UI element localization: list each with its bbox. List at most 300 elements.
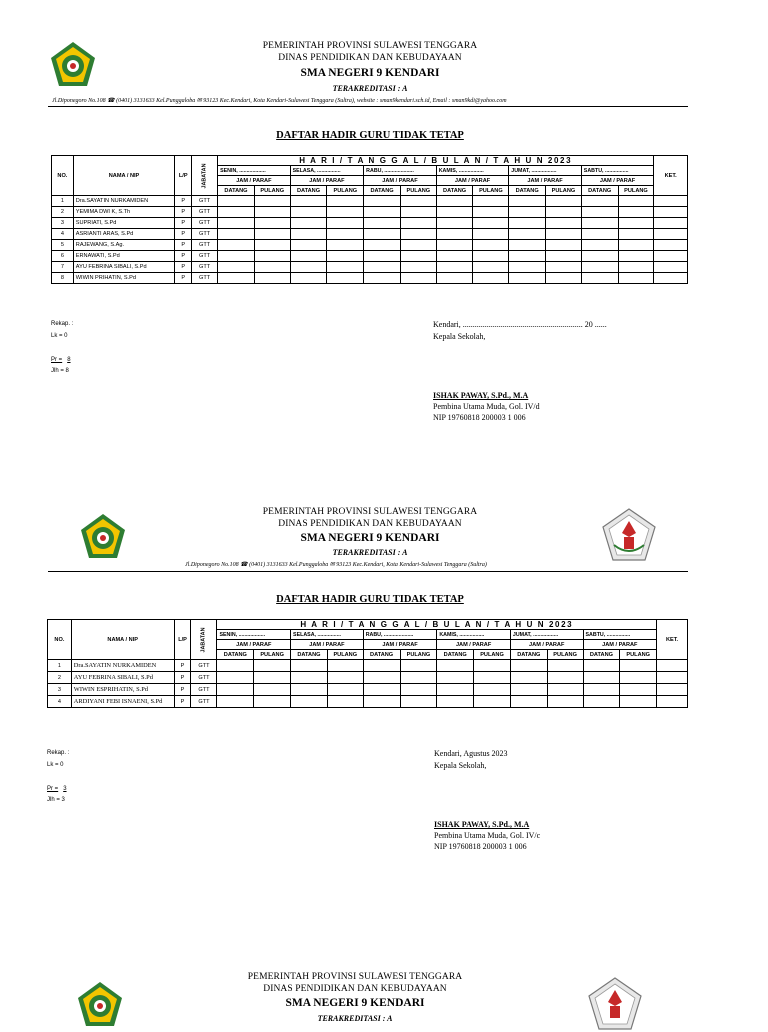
attendance-cell[interactable] bbox=[509, 251, 546, 262]
attendance-cell[interactable] bbox=[217, 696, 254, 708]
male-count: Lk = 0 bbox=[51, 333, 68, 339]
attendance-cell[interactable] bbox=[364, 262, 401, 273]
attendance-cell[interactable] bbox=[290, 196, 327, 207]
notes-cell[interactable] bbox=[654, 207, 688, 218]
attendance-cell[interactable] bbox=[254, 672, 291, 684]
attendance-cell[interactable] bbox=[618, 196, 654, 207]
attendance-cell[interactable] bbox=[400, 218, 436, 229]
gov-line-1: PEMERINTAH PROVINSI SULAWESI TENGGARA bbox=[262, 41, 478, 51]
signer-name: ISHAK PAWAY, S.Pd., M.A bbox=[434, 820, 530, 829]
male-count: Lk = 0 bbox=[47, 762, 64, 768]
attendance-cell[interactable] bbox=[436, 262, 473, 273]
attendance-cell[interactable] bbox=[254, 240, 290, 251]
attendance-cell[interactable] bbox=[547, 672, 583, 684]
attendance-cell[interactable] bbox=[436, 207, 473, 218]
notes-cell[interactable] bbox=[657, 672, 688, 684]
attendance-cell[interactable] bbox=[327, 696, 363, 708]
col-no-header: NO. bbox=[52, 156, 74, 196]
notes-cell[interactable] bbox=[654, 196, 688, 207]
col-lp-header: L/P bbox=[175, 156, 192, 196]
attendance-cell[interactable] bbox=[327, 218, 364, 229]
table-row bbox=[52, 229, 688, 240]
attendance-cell[interactable] bbox=[327, 273, 364, 284]
attendance-cell[interactable] bbox=[473, 251, 509, 262]
arrive-header: DATANG bbox=[437, 650, 474, 660]
day-monday: SENIN, .................. bbox=[218, 166, 291, 176]
time-sign-header: JAM / PARAF bbox=[581, 176, 654, 186]
leave-header: PULANG bbox=[473, 186, 509, 196]
leave-header: PULANG bbox=[546, 186, 582, 196]
position: GTT bbox=[191, 684, 217, 696]
day-thursday: KAMIS, ................. bbox=[437, 630, 511, 640]
attendance-cell[interactable] bbox=[400, 207, 436, 218]
attendance-cell[interactable] bbox=[290, 262, 327, 273]
gov-line-1: PEMERINTAH PROVINSI SULAWESI TENGGARA bbox=[262, 507, 478, 517]
attendance-cell[interactable] bbox=[327, 251, 364, 262]
attendance-cell[interactable] bbox=[290, 273, 327, 284]
table-row bbox=[52, 218, 688, 229]
attendance-cell[interactable] bbox=[618, 240, 654, 251]
attendance-cell[interactable] bbox=[291, 672, 328, 684]
attendance-cell[interactable] bbox=[547, 660, 583, 672]
table-row bbox=[48, 660, 688, 672]
attendance-cell[interactable] bbox=[620, 660, 657, 672]
attendance-cell[interactable] bbox=[254, 684, 291, 696]
attendance-cell[interactable] bbox=[437, 672, 474, 684]
table-row bbox=[52, 240, 688, 251]
arrive-header: DATANG bbox=[291, 650, 328, 660]
address-line: Jl.Diponegoro No.108 ☎ (0401) 3131633 Kel.Punggaloba ✉ 93123 Kec.Kendari, Kota Kendari-Sulawesi Tenggara (Sultra), website : sman9kendari.sch.id, Email : sman9kdi@yahoo.com bbox=[52, 98, 507, 104]
gender: P bbox=[174, 696, 191, 708]
attendance-cell[interactable] bbox=[290, 251, 327, 262]
teacher-name: ARDIYANI FEBI ISNAENI, S.Pd bbox=[71, 696, 174, 708]
col-notes-header: KET. bbox=[654, 156, 688, 196]
attendance-cell[interactable] bbox=[436, 240, 473, 251]
attendance-cell[interactable] bbox=[581, 229, 618, 240]
row-number: 2 bbox=[52, 207, 74, 218]
leave-header: PULANG bbox=[327, 186, 364, 196]
attendance-cell[interactable] bbox=[290, 240, 327, 251]
signer-nip: NIP 19760818 200003 1 006 bbox=[433, 413, 526, 422]
gender: P bbox=[175, 218, 192, 229]
attendance-cell[interactable] bbox=[363, 684, 400, 696]
attendance-cell[interactable] bbox=[400, 684, 437, 696]
attendance-table bbox=[51, 155, 688, 284]
row-number: 1 bbox=[52, 196, 74, 207]
attendance-cell[interactable] bbox=[400, 196, 436, 207]
attendance-cell[interactable] bbox=[254, 262, 290, 273]
attendance-cell[interactable] bbox=[254, 660, 291, 672]
attendance-cell[interactable] bbox=[437, 684, 474, 696]
attendance-cell[interactable] bbox=[510, 696, 547, 708]
document-title: DAFTAR HADIR GURU TIDAK TETAP bbox=[276, 130, 464, 141]
leave-header: PULANG bbox=[400, 650, 437, 660]
place-date: Kendari, ............................................................ 20 ...... bbox=[433, 320, 607, 329]
row-number: 3 bbox=[48, 684, 72, 696]
signer-rank: Pembina Utama Muda, Gol. IV/d bbox=[433, 402, 540, 411]
arrive-header: DATANG bbox=[364, 186, 401, 196]
gender: P bbox=[174, 672, 191, 684]
attendance-cell[interactable] bbox=[473, 262, 509, 273]
gov-line-2: DINAS PENDIDIKAN DAN KEBUDAYAAN bbox=[263, 984, 447, 994]
position: GTT bbox=[192, 262, 218, 273]
attendance-cell[interactable] bbox=[474, 696, 511, 708]
time-sign-header: JAM / PARAF bbox=[510, 640, 583, 650]
attendance-cell[interactable] bbox=[254, 273, 290, 284]
attendance-cell[interactable] bbox=[217, 672, 254, 684]
teacher-name: YEMIMA DWI K, S.Th bbox=[73, 207, 174, 218]
attendance-cell[interactable] bbox=[509, 207, 546, 218]
attendance-cell[interactable] bbox=[327, 672, 363, 684]
position: GTT bbox=[192, 229, 218, 240]
attendance-cell[interactable] bbox=[364, 196, 401, 207]
accreditation: TERAKREDITASI : A bbox=[332, 84, 408, 93]
position: GTT bbox=[191, 696, 217, 708]
notes-cell[interactable] bbox=[654, 229, 688, 240]
notes-cell[interactable] bbox=[657, 684, 688, 696]
attendance-cell[interactable] bbox=[254, 251, 290, 262]
attendance-cell[interactable] bbox=[400, 240, 436, 251]
position: GTT bbox=[191, 660, 217, 672]
leave-header: PULANG bbox=[618, 186, 654, 196]
date-header: H A R I / T A N G G A L / B U L A N / T A H U N 2023 bbox=[217, 620, 657, 630]
attendance-cell[interactable] bbox=[473, 218, 509, 229]
arrive-header: DATANG bbox=[510, 650, 547, 660]
day-friday: JUMAT, ................. bbox=[509, 166, 582, 176]
header-divider bbox=[48, 571, 688, 572]
gender: P bbox=[175, 207, 192, 218]
attendance-cell[interactable] bbox=[364, 218, 401, 229]
time-sign-header: JAM / PARAF bbox=[509, 176, 582, 186]
attendance-cell[interactable] bbox=[400, 251, 436, 262]
notes-cell[interactable] bbox=[657, 696, 688, 708]
teacher-name: AYU FEBRINA SIBALI, S.Pd bbox=[71, 672, 174, 684]
attendance-cell[interactable] bbox=[217, 684, 254, 696]
attendance-cell[interactable] bbox=[218, 273, 255, 284]
arrive-header: DATANG bbox=[217, 650, 254, 660]
row-number: 4 bbox=[52, 229, 74, 240]
attendance-cell[interactable] bbox=[620, 684, 657, 696]
teacher-name: WIWIN PRIHATIN, S.Pd bbox=[73, 273, 174, 284]
signer-nip: NIP 19760818 200003 1 006 bbox=[434, 842, 527, 851]
table-row bbox=[52, 262, 688, 273]
attendance-cell[interactable] bbox=[327, 684, 363, 696]
gender: P bbox=[175, 273, 192, 284]
attendance-cell[interactable] bbox=[254, 207, 290, 218]
attendance-cell[interactable] bbox=[327, 660, 363, 672]
row-number: 1 bbox=[48, 660, 72, 672]
table-row bbox=[48, 672, 688, 684]
total-count: Jlh = 3 bbox=[47, 797, 65, 803]
attendance-cell[interactable] bbox=[618, 273, 654, 284]
time-sign-header: JAM / PARAF bbox=[217, 640, 291, 650]
attendance-cell[interactable] bbox=[327, 196, 364, 207]
leave-header: PULANG bbox=[400, 186, 436, 196]
attendance-cell[interactable] bbox=[364, 240, 401, 251]
school-name: SMA NEGERI 9 KENDARI bbox=[300, 532, 440, 544]
arrive-header: DATANG bbox=[363, 650, 400, 660]
attendance-cell[interactable] bbox=[218, 229, 255, 240]
attendance-cell[interactable] bbox=[290, 229, 327, 240]
position: GTT bbox=[192, 240, 218, 251]
day-saturday: SABTU, ................ bbox=[583, 630, 657, 640]
attendance-cell[interactable] bbox=[473, 240, 509, 251]
gender: P bbox=[175, 251, 192, 262]
attendance-cell[interactable] bbox=[400, 660, 437, 672]
attendance-cell[interactable] bbox=[509, 218, 546, 229]
teacher-name: AYU FEBRINA SIBALI, S.Pd bbox=[73, 262, 174, 273]
table-row bbox=[52, 273, 688, 284]
attendance-cell[interactable] bbox=[618, 251, 654, 262]
attendance-cell[interactable] bbox=[510, 684, 547, 696]
attendance-cell[interactable] bbox=[581, 262, 618, 273]
attendance-cell[interactable] bbox=[363, 660, 400, 672]
day-thursday: KAMIS, ................. bbox=[436, 166, 509, 176]
col-position-header: JABATAN bbox=[192, 156, 218, 196]
place-date: Kendari, Agustus 2023 bbox=[434, 749, 508, 758]
attendance-cell[interactable] bbox=[581, 207, 618, 218]
attendance-cell[interactable] bbox=[217, 660, 254, 672]
attendance-cell[interactable] bbox=[400, 696, 437, 708]
attendance-rows bbox=[52, 196, 688, 284]
position: GTT bbox=[192, 273, 218, 284]
table-row bbox=[48, 684, 688, 696]
attendance-cell[interactable] bbox=[546, 273, 582, 284]
attendance-cell[interactable] bbox=[254, 218, 290, 229]
notes-cell[interactable] bbox=[657, 660, 688, 672]
attendance-cell[interactable] bbox=[509, 240, 546, 251]
gender: P bbox=[175, 196, 192, 207]
leave-header: PULANG bbox=[327, 650, 363, 660]
gender: P bbox=[174, 660, 191, 672]
attendance-cell[interactable] bbox=[618, 207, 654, 218]
attendance-cell[interactable] bbox=[618, 229, 654, 240]
leave-header: PULANG bbox=[547, 650, 583, 660]
attendance-cell[interactable] bbox=[618, 262, 654, 273]
attendance-cell[interactable] bbox=[364, 229, 401, 240]
attendance-cell[interactable] bbox=[290, 218, 327, 229]
day-saturday: SABTU, ................ bbox=[581, 166, 654, 176]
gov-line-2: DINAS PENDIDIKAN DAN KEBUDAYAAN bbox=[278, 519, 462, 529]
attendance-cell[interactable] bbox=[364, 207, 401, 218]
day-wednesday: RABU, .................... bbox=[364, 166, 437, 176]
col-notes-header: KET. bbox=[657, 620, 688, 660]
attendance-cell[interactable] bbox=[254, 696, 291, 708]
attendance-cell[interactable] bbox=[218, 207, 255, 218]
school-name: SMA NEGERI 9 KENDARI bbox=[285, 997, 425, 1009]
attendance-cell[interactable] bbox=[581, 240, 618, 251]
signer-role: Kepala Sekolah, bbox=[433, 332, 486, 341]
table-row bbox=[52, 251, 688, 262]
attendance-cell[interactable] bbox=[546, 229, 582, 240]
teacher-name: WIWIN ESPRIHATIN, S.Pd bbox=[71, 684, 174, 696]
summary-label: Rekap. : bbox=[51, 321, 74, 327]
attendance-cell[interactable] bbox=[363, 672, 400, 684]
attendance-cell[interactable] bbox=[254, 196, 290, 207]
attendance-cell[interactable] bbox=[581, 251, 618, 262]
attendance-cell[interactable] bbox=[510, 672, 547, 684]
gov-line-1: PEMERINTAH PROVINSI SULAWESI TENGGARA bbox=[247, 972, 463, 982]
attendance-cell[interactable] bbox=[400, 229, 436, 240]
time-sign-header: JAM / PARAF bbox=[436, 176, 509, 186]
attendance-cell[interactable] bbox=[364, 273, 401, 284]
female-count: Pr = 3 bbox=[47, 786, 67, 792]
attendance-cell[interactable] bbox=[546, 262, 582, 273]
attendance-cell[interactable] bbox=[291, 684, 328, 696]
attendance-cell[interactable] bbox=[218, 240, 255, 251]
gender: P bbox=[175, 262, 192, 273]
attendance-cell[interactable] bbox=[474, 672, 511, 684]
attendance-cell[interactable] bbox=[546, 218, 582, 229]
notes-cell[interactable] bbox=[654, 251, 688, 262]
arrive-header: DATANG bbox=[509, 186, 546, 196]
attendance-cell[interactable] bbox=[546, 251, 582, 262]
attendance-cell[interactable] bbox=[364, 251, 401, 262]
position: GTT bbox=[191, 672, 217, 684]
attendance-cell[interactable] bbox=[510, 660, 547, 672]
attendance-cell[interactable] bbox=[474, 684, 511, 696]
school-name: SMA NEGERI 9 KENDARI bbox=[300, 67, 440, 79]
col-name-header: NAMA / NIP bbox=[73, 156, 174, 196]
row-number: 7 bbox=[52, 262, 74, 273]
attendance-cell[interactable] bbox=[291, 696, 328, 708]
notes-cell[interactable] bbox=[654, 273, 688, 284]
notes-cell[interactable] bbox=[654, 240, 688, 251]
attendance-cell[interactable] bbox=[583, 684, 620, 696]
attendance-cell[interactable] bbox=[474, 660, 511, 672]
attendance-rows bbox=[48, 660, 688, 708]
attendance-cell[interactable] bbox=[509, 229, 546, 240]
attendance-cell[interactable] bbox=[620, 696, 657, 708]
attendance-cell[interactable] bbox=[581, 196, 618, 207]
attendance-cell[interactable] bbox=[436, 273, 473, 284]
attendance-cell[interactable] bbox=[509, 273, 546, 284]
attendance-cell[interactable] bbox=[436, 196, 473, 207]
attendance-cell[interactable] bbox=[290, 207, 327, 218]
attendance-cell[interactable] bbox=[581, 273, 618, 284]
document-title: DAFTAR HADIR GURU TIDAK TETAP bbox=[276, 594, 464, 605]
signer-name: ISHAK PAWAY, S.Pd., M.A bbox=[433, 391, 529, 400]
attendance-cell[interactable] bbox=[583, 660, 620, 672]
teacher-name: Dra.SAYATIN NURKAMIDEN bbox=[73, 196, 174, 207]
time-sign-header: JAM / PARAF bbox=[218, 176, 291, 186]
teacher-name: Dra.SAYATIN NURKAMIDEN bbox=[71, 660, 174, 672]
attendance-cell[interactable] bbox=[218, 218, 255, 229]
attendance-cell[interactable] bbox=[473, 273, 509, 284]
day-friday: JUMAT, ................. bbox=[510, 630, 583, 640]
position: GTT bbox=[192, 251, 218, 262]
header-divider bbox=[48, 106, 688, 107]
attendance-cell[interactable] bbox=[400, 672, 437, 684]
gov-line-2: DINAS PENDIDIKAN DAN KEBUDAYAAN bbox=[278, 53, 462, 63]
attendance-table bbox=[47, 619, 688, 708]
attendance-cell[interactable] bbox=[620, 672, 657, 684]
col-name-header: NAMA / NIP bbox=[71, 620, 174, 660]
attendance-cell[interactable] bbox=[254, 229, 290, 240]
gender: P bbox=[175, 240, 192, 251]
teacher-name: ASRIANTI ARAS, S.Pd bbox=[73, 229, 174, 240]
col-no-header: NO. bbox=[48, 620, 72, 660]
day-tuesday: SELASA, ................ bbox=[290, 166, 364, 176]
attendance-cell[interactable] bbox=[218, 251, 255, 262]
attendance-cell[interactable] bbox=[546, 196, 582, 207]
accreditation: TERAKREDITASI : A bbox=[332, 548, 408, 557]
attendance-cell[interactable] bbox=[327, 240, 364, 251]
attendance-cell[interactable] bbox=[581, 218, 618, 229]
day-wednesday: RABU, .................... bbox=[363, 630, 437, 640]
attendance-cell[interactable] bbox=[327, 262, 364, 273]
attendance-cell[interactable] bbox=[363, 696, 400, 708]
attendance-cell[interactable] bbox=[583, 696, 620, 708]
arrive-header: DATANG bbox=[581, 186, 618, 196]
signer-role: Kepala Sekolah, bbox=[434, 761, 487, 770]
attendance-cell[interactable] bbox=[473, 196, 509, 207]
attendance-cell[interactable] bbox=[436, 251, 473, 262]
col-position-header: JABATAN bbox=[191, 620, 217, 660]
teacher-name: ERNAWATI, S.Pd bbox=[73, 251, 174, 262]
attendance-cell[interactable] bbox=[473, 207, 509, 218]
day-tuesday: SELASA, ................ bbox=[291, 630, 364, 640]
notes-cell[interactable] bbox=[654, 262, 688, 273]
time-sign-header: JAM / PARAF bbox=[437, 640, 511, 650]
attendance-cell[interactable] bbox=[400, 273, 436, 284]
notes-cell[interactable] bbox=[654, 218, 688, 229]
female-count: Pr = 8 bbox=[51, 357, 71, 363]
attendance-cell[interactable] bbox=[473, 229, 509, 240]
attendance-cell[interactable] bbox=[400, 262, 436, 273]
attendance-cell[interactable] bbox=[509, 196, 546, 207]
attendance-cell[interactable] bbox=[218, 196, 255, 207]
attendance-cell[interactable] bbox=[618, 218, 654, 229]
time-sign-header: JAM / PARAF bbox=[364, 176, 437, 186]
attendance-cell[interactable] bbox=[327, 207, 364, 218]
arrive-header: DATANG bbox=[290, 186, 327, 196]
attendance-cell[interactable] bbox=[436, 218, 473, 229]
row-number: 2 bbox=[48, 672, 72, 684]
gender: P bbox=[174, 684, 191, 696]
row-number: 3 bbox=[52, 218, 74, 229]
attendance-cell[interactable] bbox=[437, 696, 474, 708]
table-row bbox=[48, 696, 688, 708]
attendance-cell[interactable] bbox=[547, 696, 583, 708]
time-sign-header: JAM / PARAF bbox=[290, 176, 364, 186]
attendance-cell[interactable] bbox=[547, 684, 583, 696]
attendance-cell[interactable] bbox=[327, 229, 364, 240]
leave-header: PULANG bbox=[474, 650, 511, 660]
row-number: 5 bbox=[52, 240, 74, 251]
leave-header: PULANG bbox=[254, 186, 290, 196]
teacher-name: RAJEWANG, S.Ag. bbox=[73, 240, 174, 251]
time-sign-header: JAM / PARAF bbox=[583, 640, 657, 650]
arrive-header: DATANG bbox=[583, 650, 620, 660]
attendance-cell[interactable] bbox=[436, 229, 473, 240]
time-sign-header: JAM / PARAF bbox=[363, 640, 437, 650]
leave-header: PULANG bbox=[620, 650, 657, 660]
table-row bbox=[52, 207, 688, 218]
attendance-cell[interactable] bbox=[291, 660, 328, 672]
row-number: 8 bbox=[52, 273, 74, 284]
attendance-cell[interactable] bbox=[583, 672, 620, 684]
address-line: Jl.Diponegoro No.108 ☎ (0401) 3131633 Kel.Punggaloba ✉ 93123 Kec.Kendari, Kota Kendari-Sulawesi Tenggara (Sultra) bbox=[185, 562, 487, 568]
attendance-cell[interactable] bbox=[509, 262, 546, 273]
attendance-cell[interactable] bbox=[437, 660, 474, 672]
row-number: 4 bbox=[48, 696, 72, 708]
attendance-cell[interactable] bbox=[546, 240, 582, 251]
row-number: 6 bbox=[52, 251, 74, 262]
attendance-cell[interactable] bbox=[218, 262, 255, 273]
teacher-name: SUPRIATI, S.Pd bbox=[73, 218, 174, 229]
attendance-cell[interactable] bbox=[546, 207, 582, 218]
